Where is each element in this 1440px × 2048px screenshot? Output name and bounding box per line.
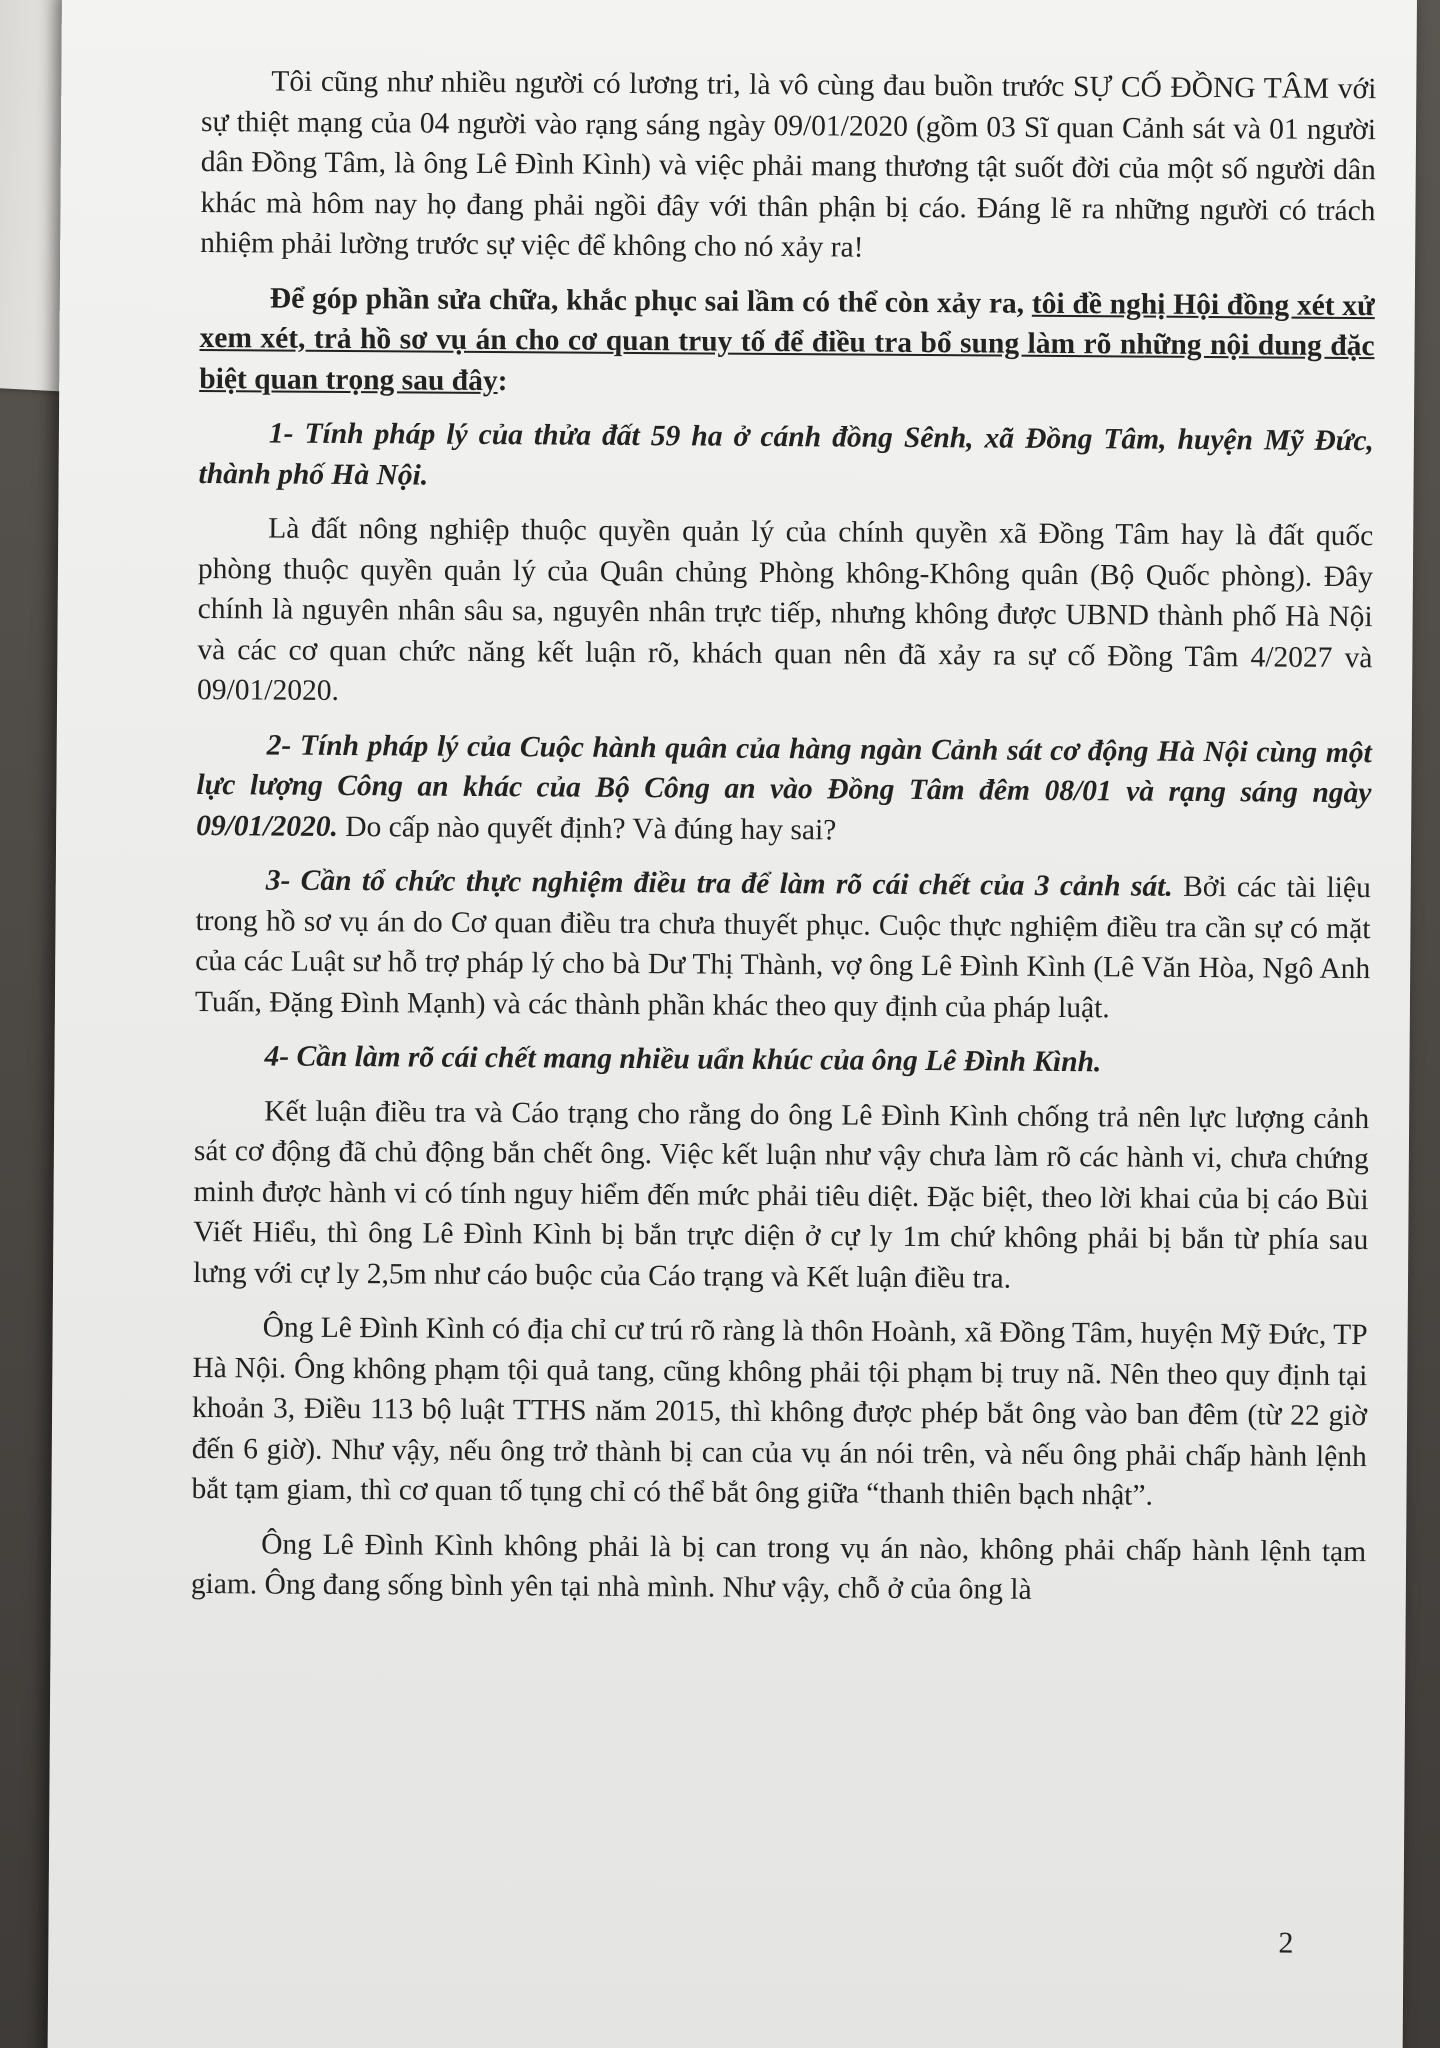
point-3-text: Bởi các tài liệu trong hồ sơ vụ án do Cơ quan điều tra chưa thuyết phục. Cuộc thực nghiệm điều tra cần sự có mặt của các Luật sư hỗ trợ pháp lý cho bà Dư Thị Thành, vợ ông Lê Đình Kình (Lê Văn Hòa, Ngô Anh Tuấn, Đặng Đình Mạnh) và các thành phần khác theo quy định của pháp luật.	[194, 870, 1371, 1024]
point-2-title: 2- Tính pháp lý của Cuộc hành quân của hàng ngàn Cảnh sát cơ động Hà Nội cùng một lực lượng Công an khác của Bộ Công an vào Đồng Tâm đêm 08/01 và rạng sáng ngày 09/01/2020.	[196, 728, 1372, 843]
request-colon: :	[497, 364, 508, 397]
heading-point-1: 1- Tính pháp lý của thửa đất 59 ha ở cánh đồng Sênh, xã Đồng Tâm, huyện Mỹ Đức, thành phố Hà Nội.	[198, 417, 1374, 492]
request-underlined: tôi đề nghị Hội đồng xét xử xem xét, trả hồ sơ vụ án cho cơ quan truy tố để điều tra bổ sung làm rõ những nội dung đặc biệt quan trọng sau đây	[199, 287, 1375, 397]
paragraph-residence: Ông Lê Đình Kình có địa chỉ cư trú rõ ràng là thôn Hoành, xã Đồng Tâm, huyện Mỹ Đức, TP Hà Nội. Ông không phạm tội quả tang, cũng không phải tội phạm bị truy nã. Nên theo quy định tại khoản 3, Điều 113 bộ luật TTHS năm 2015, thì không được phép bắt ông vào ban đêm (từ 22 giờ đến 6 giờ). Như vậy, nếu ông trở thành bị can của vụ án nói trên, và nếu ông phải chấp hành lệnh bắt tạm giam, thì cơ quan tố tụng chỉ có thể bắt ông giữa “thanh thiên bạch nhật”.	[191, 1311, 1368, 1512]
paragraph-investigation: Kết luận điều tra và Cáo trạng cho rằng do ông Lê Đình Kình chống trả nên lực lượng cảnh sát cơ động đã chủ động bắn chết ông. Việc kết luận như vậy chưa làm rõ các hành vi, chưa chứng minh được hành vi có tính nguy hiểm đến mức phải tiêu diệt. Đặc biệt, theo lời khai của bị cáo Bùi Viết Hiểu, thì ông Lê Đình Kình bị bắn trực diện ở cự ly 1m chứ không phải bị bắn từ phía sau lưng với cự ly 2,5m như cáo buộc của Cáo trạng và Kết luận điều tra.	[192, 1094, 1370, 1295]
heading-point-2	[196, 724, 1372, 854]
paragraph-land-status: Là đất nông nghiệp thuộc quyền quản lý của chính quyền xã Đồng Tâm hay là đất quốc phòng thuộc quyền quản lý của Quân chủng Phòng không-Không quân (Bộ Quốc phòng). Đây chính là nguyên nhân sâu sa, nguyên nhân trực tiếp, nhưng không được UBND thành phố Hà Nội và các cơ quan chức năng kết luận rõ, khách quan nên đã xảy ra sự cố Đồng Tâm 4/2027 và 09/01/2020.	[197, 512, 1374, 707]
request-lead: Để góp phần sửa chữa, khắc phục sai lầm có thể còn xảy ra,	[269, 281, 1032, 320]
point-3-title: 3- Cần tổ chức thực nghiệm điều tra để làm rõ cái chết của 3 cảnh sát.	[265, 864, 1173, 903]
paragraph-request	[199, 277, 1375, 407]
paragraph-intro: Tôi cũng như nhiều người có lương tri, là vô cùng đau buồn trước SỰ CỐ ĐỒNG TÂM với sự thiệt mạng của 04 người vào rạng sáng ngày 09/01/2020 (gồm 03 Sĩ quan Cảnh sát và 01 người dân Đồng Tâm, là ông Lê Đình Kình) và việc phải mang thương tật suốt đời của một số người dân khác mà hôm nay họ đang phải ngồi đây với thân phận bị cáo. Đáng lẽ ra những người có trách nhiệm phải lường trước sự việc để không cho nó xảy ra!	[200, 65, 1377, 264]
heading-point-3	[195, 860, 1371, 1030]
document-page	[48, 0, 1417, 2048]
document-body	[191, 61, 1377, 1627]
paragraph-not-accused: Ông Lê Đình Kình không phải là bị can trong vụ án nào, không phải chấp hành lệnh tạm giam. Ông đang sống bình yên tại nhà mình. Như vậy, chỗ ở của ông là	[190, 1527, 1367, 1606]
heading-point-4: 4- Cần làm rõ cái chết mang nhiều uẩn khúc của ông Lê Đình Kình.	[264, 1040, 1102, 1079]
page-number: 2	[1278, 1926, 1294, 1960]
point-2-question: Do cấp nào quyết định? Và đúng hay sai?	[337, 810, 837, 846]
